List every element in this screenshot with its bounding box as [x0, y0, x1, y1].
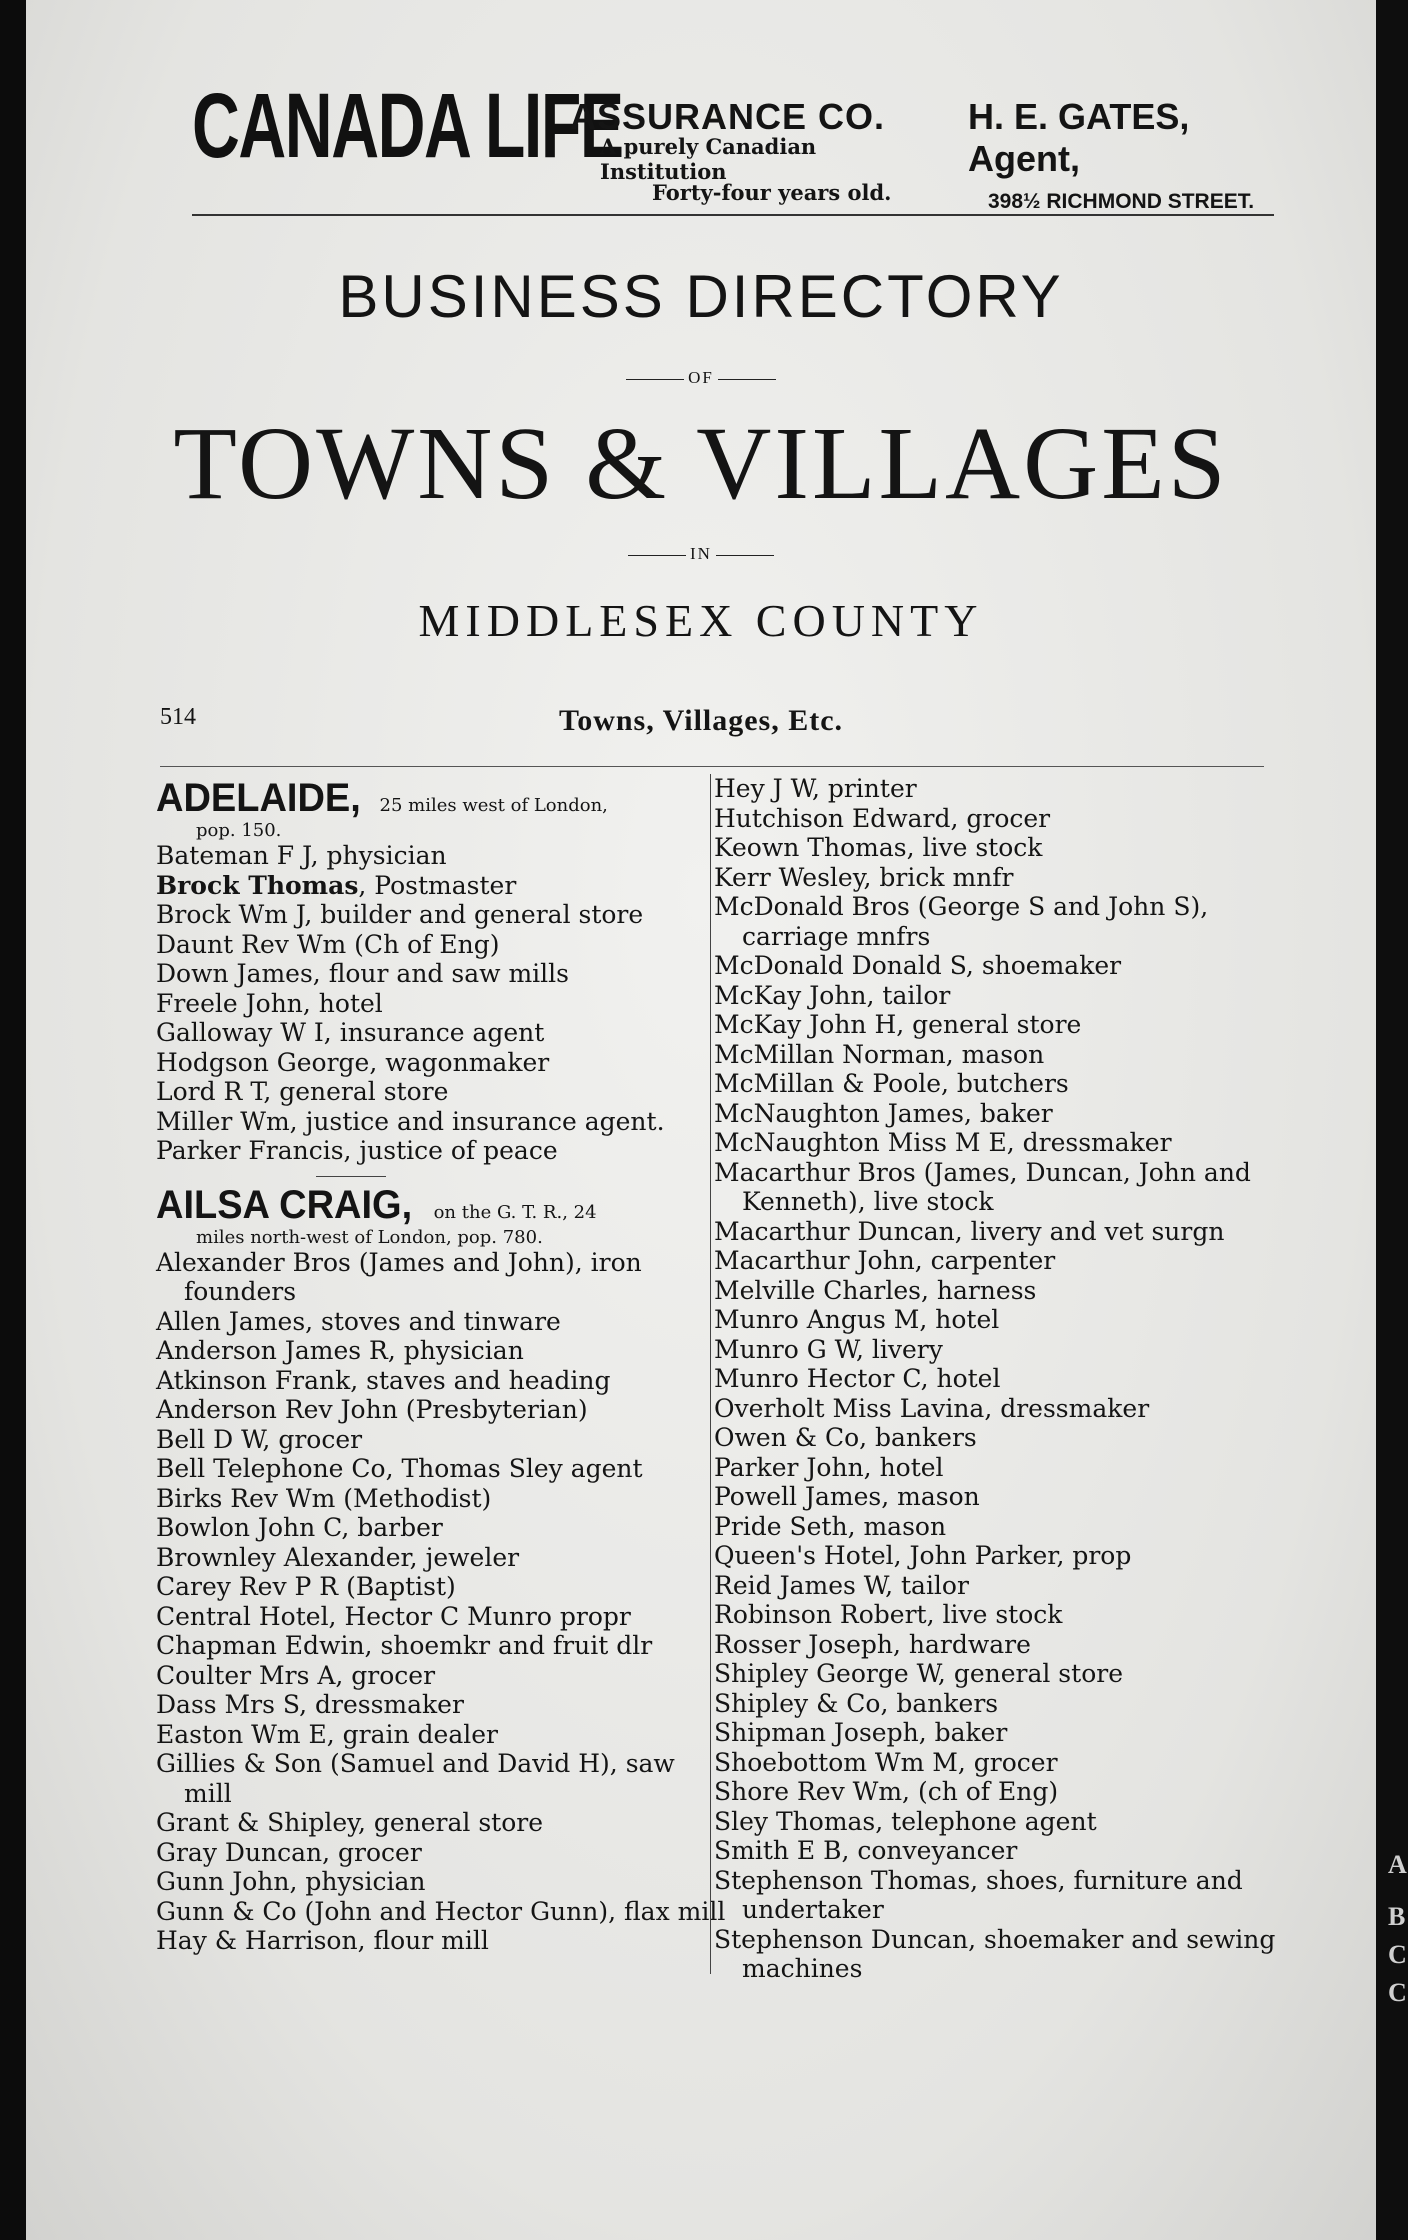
directory-entry: Grant & Shipley, general store — [156, 1808, 543, 1837]
directory-entry: Coulter Mrs A, grocer — [156, 1660, 436, 1690]
directory-entry: Sley Thomas, telephone agent — [714, 1806, 1097, 1836]
directory-entry: Dass Mrs S, dressmaker — [156, 1690, 464, 1719]
directory-entry: McNaughton James, baker — [714, 1098, 1053, 1128]
town-heading-ailsa-craig — [156, 1183, 726, 1228]
adelaide-entries — [156, 841, 726, 1166]
directory-entry: Allen James, stoves and tinware — [156, 1306, 561, 1336]
directory-entry: McDonald Bros (George S and John S), carriage mnfrs — [714, 892, 1209, 951]
directory-entry: Brownley Alexander, jeweler — [156, 1542, 520, 1572]
town-name: AILSA CRAIG, — [156, 1182, 413, 1227]
directory-entry: Easton Wm E, grain dealer — [156, 1719, 498, 1749]
edge-letter: C — [1388, 1940, 1407, 1969]
directory-entry: Shipley & Co, bankers — [714, 1688, 999, 1718]
edge-letter: A — [1388, 1850, 1407, 1879]
advert-rule — [192, 214, 1274, 216]
directory-entry: Kerr Wesley, brick mnfr — [714, 862, 1014, 892]
directory-entry: Powell James, mason — [714, 1482, 980, 1511]
directory-entry: Anderson James R, physician — [156, 1336, 524, 1365]
directory-entry: Reid James W, tailor — [714, 1570, 969, 1600]
advert-middle — [570, 96, 950, 205]
directory-entry: Gunn John, physician — [156, 1867, 426, 1896]
title-in-text: IN — [690, 544, 712, 563]
directory-entry: Queen's Hotel, John Parker, prop — [714, 1541, 1132, 1570]
directory-entry: Macarthur Duncan, livery and vet surgn — [714, 1216, 1225, 1246]
directory-entry: Bell Telephone Co, Thomas Sley agent — [156, 1454, 643, 1483]
canada-life-advert — [192, 75, 1282, 213]
directory-entry: Stephenson Thomas, shoes, furniture and undertaker — [714, 1865, 1243, 1924]
directory-entry: Atkinson Frank, staves and heading — [156, 1365, 611, 1395]
directory-entry: Brock Thomas, Postmaster — [156, 870, 517, 900]
edge-letter: B — [1388, 1902, 1406, 1931]
directory-entry: McDonald Donald S, shoemaker — [714, 951, 1122, 980]
directory-entry: Keown Thomas, live stock — [714, 833, 1043, 862]
directory-entry: Macarthur Bros (James, Duncan, John and Kenneth), live stock — [714, 1157, 1251, 1216]
directory-entry: Daunt Rev Wm (Ch of Eng) — [156, 929, 500, 959]
directory-entry: McNaughton Miss M E, dressmaker — [714, 1128, 1172, 1157]
town-heading-adelaide — [156, 776, 726, 821]
advert-tagline-2: Forty-four years old. — [652, 180, 892, 205]
advert-agent-block — [968, 96, 1308, 214]
directory-entry: Central Hotel, Hector C Munro propr — [156, 1601, 631, 1631]
directory-entry: Parker John, hotel — [714, 1452, 944, 1482]
directory-entry: Miller Wm, justice and insurance agent. — [156, 1106, 665, 1136]
directory-entry: Gray Duncan, grocer — [156, 1837, 422, 1867]
directory-entry: Parker Francis, justice of peace — [156, 1136, 558, 1165]
directory-entry: Gunn & Co (John and Hector Gunn), flax mill — [156, 1896, 726, 1926]
directory-entry: Shipley George W, general store — [714, 1659, 1123, 1688]
advert-address: 398½ RICHMOND STREET. — [988, 190, 1255, 213]
directory-entry: Carey Rev P R (Baptist) — [156, 1572, 456, 1601]
advert-tagline-1: A purely Canadian Institution — [600, 134, 817, 184]
directory-entry: Bateman F J, physician — [156, 841, 447, 870]
directory-entry: Birks Rev Wm (Methodist) — [156, 1483, 492, 1513]
directory-entry: Munro Hector C, hotel — [714, 1364, 1001, 1393]
running-head-rule — [160, 766, 1264, 767]
directory-entry: Hey J W, printer — [714, 774, 917, 803]
directory-entry: Shoebottom Wm M, grocer — [714, 1747, 1058, 1777]
directory-page — [26, 0, 1376, 2240]
directory-entry: Rosser Joseph, hardware — [714, 1629, 1031, 1659]
directory-entry: Shore Rev Wm, (ch of Eng) — [714, 1777, 1059, 1806]
town-description: on the G. T. R., 24 — [433, 1201, 597, 1223]
directory-entry: Bell D W, grocer — [156, 1424, 363, 1454]
directory-entry: Overholt Miss Lavina, dressmaker — [714, 1393, 1150, 1423]
directory-entry: McKay John H, general store — [714, 1010, 1082, 1039]
town-name: ADELAIDE, — [156, 776, 361, 820]
next-page-edge — [1380, 0, 1408, 2240]
advert-name: ASSURANCE CO. — [570, 96, 886, 137]
directory-entry: Smith E B, conveyancer — [714, 1836, 1018, 1865]
advert-agent: H. E. GATES, Agent, — [968, 96, 1190, 179]
ailsa-craig-entries-continued — [714, 774, 1284, 1984]
page-number: 514 — [160, 704, 196, 730]
directory-entry: McMillan & Poole, butchers — [714, 1069, 1069, 1098]
title-of-text: OF — [688, 368, 714, 387]
column-divider — [710, 774, 711, 1974]
title-in — [26, 544, 1376, 564]
title-county: MIDDLESEX COUNTY — [418, 595, 984, 646]
advert-company: CANADA LIFE — [192, 75, 623, 177]
directory-entry: Gillies & Son (Samuel and David H), saw mill — [156, 1749, 675, 1808]
directory-entry: McKay John, tailor — [714, 980, 951, 1010]
title-of — [26, 368, 1376, 388]
running-head: Towns, Villages, Etc. — [558, 704, 844, 737]
ailsa-craig-entries — [156, 1248, 726, 1956]
directory-entry: Anderson Rev John (Presbyterian) — [156, 1395, 588, 1424]
directory-entry: Bowlon John C, barber — [156, 1513, 443, 1542]
town-population: pop. 150. — [196, 820, 282, 841]
directory-entry: Brock Wm J, builder and general store — [156, 900, 644, 929]
directory-entry: Robinson Robert, live stock — [714, 1600, 1063, 1629]
directory-entry: Owen & Co, bankers — [714, 1423, 977, 1452]
directory-entry: McMillan Norman, mason — [714, 1039, 1045, 1069]
directory-entry: Melville Charles, harness — [714, 1275, 1037, 1305]
directory-entry: Hay & Harrison, flour mill — [156, 1926, 489, 1955]
directory-entry: Down James, flour and saw mills — [156, 959, 569, 988]
directory-entry: Alexander Bros (James and John), iron founders — [156, 1247, 642, 1306]
town-separator — [316, 1176, 386, 1177]
directory-entry: Munro Angus M, hotel — [714, 1305, 1000, 1334]
right-column — [714, 774, 1284, 1984]
directory-entry: Lord R T, general store — [156, 1077, 449, 1106]
directory-entry: Munro G W, livery — [714, 1334, 943, 1364]
directory-entry: Shipman Joseph, baker — [714, 1718, 1008, 1747]
left-column — [156, 774, 726, 1956]
directory-entry: Freele John, hotel — [156, 988, 383, 1018]
directory-entry: Pride Seth, mason — [714, 1511, 947, 1541]
town-population: miles north-west of London, pop. 780. — [196, 1226, 543, 1248]
directory-entry: Hodgson George, wagonmaker — [156, 1047, 550, 1077]
directory-entry: Hutchison Edward, grocer — [714, 803, 1051, 833]
directory-entry: Macarthur John, carpenter — [714, 1246, 1056, 1275]
edge-letter: C — [1388, 1978, 1407, 2007]
directory-entry: Stephenson Duncan, shoemaker and sewing machines — [714, 1924, 1276, 1983]
title-business-directory: BUSINESS DIRECTORY — [338, 263, 1064, 330]
title-towns-villages: TOWNS & VILLAGES — [173, 406, 1229, 521]
directory-entry: Galloway W I, insurance agent — [156, 1018, 545, 1047]
directory-entry: Chapman Edwin, shoemkr and fruit dlr — [156, 1631, 653, 1660]
town-description: 25 miles west of London, — [379, 795, 608, 816]
